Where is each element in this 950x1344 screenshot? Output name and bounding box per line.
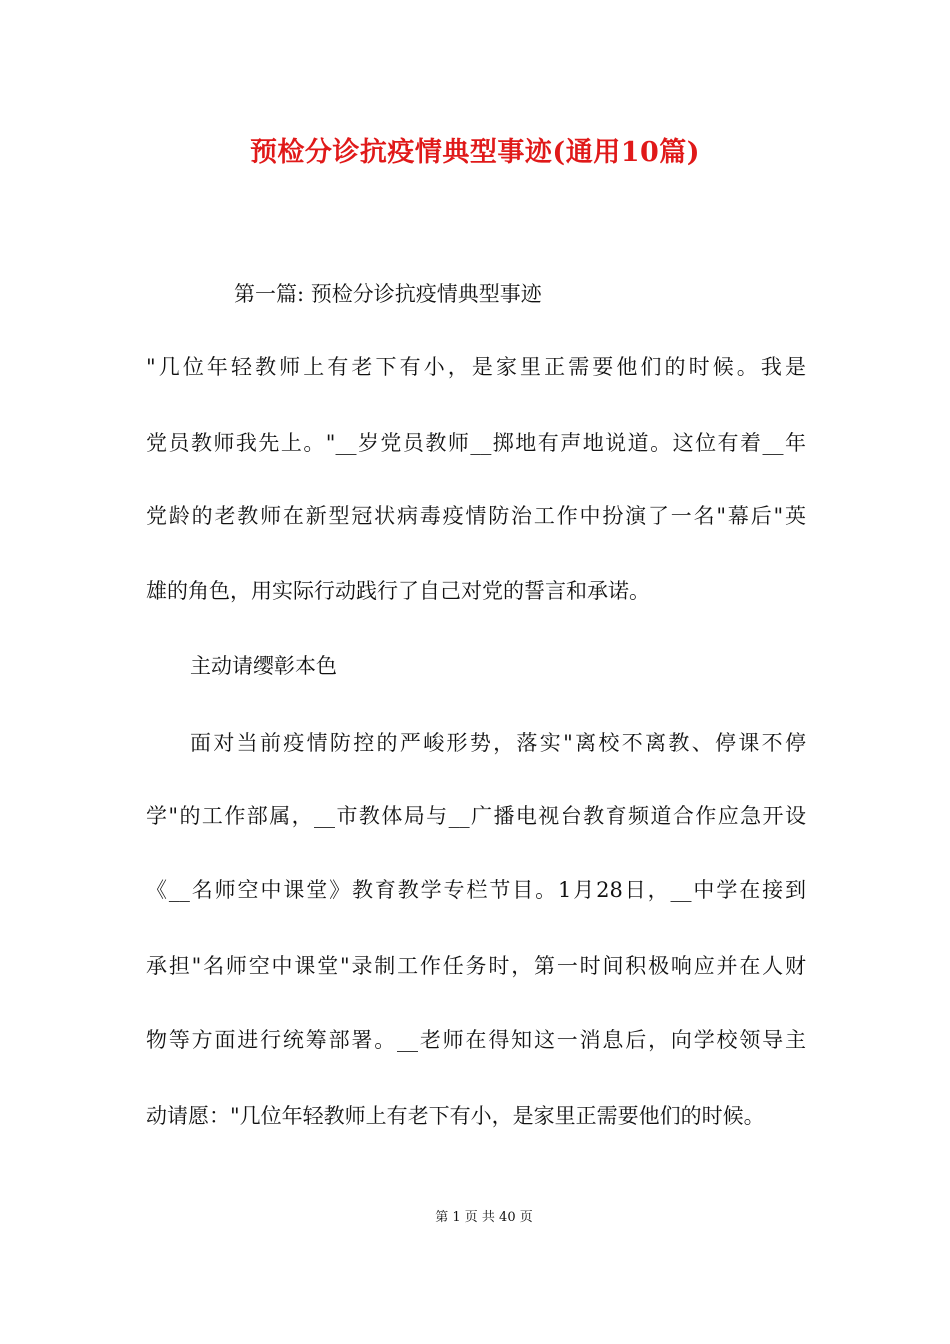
- paragraph-line: 承担"名师空中课堂"录制工作任务时，第一时间积极响应并在人财: [146, 954, 806, 978]
- paragraph-line: 党员教师我先上。"__岁党员教师__掷地有声地说道。这位有着__年: [146, 431, 806, 455]
- paragraph-line: 党龄的老教师在新型冠状病毒疫情防治工作中扮演了一名"幕后"英: [146, 504, 806, 528]
- document-title: 预检分诊抗疫情典型事迹(通用10篇): [249, 137, 701, 168]
- paragraph-line: 物等方面进行统筹部署。__老师在得知这一消息后，向学校领导主: [146, 1028, 806, 1052]
- paragraph-line: 动请愿："几位年轻教师上有老下有小，是家里正需要他们的时候。: [146, 1104, 765, 1128]
- paragraph-line: 面对当前疫情防控的严峻形势，落实"离校不离教、停课不停: [190, 731, 806, 755]
- section-title: 第一篇: 预检分诊抗疫情典型事迹: [234, 282, 542, 306]
- subheading: 主动请缨彰本色: [190, 654, 337, 678]
- paragraph-line: 学"的工作部属，__市教体局与__广播电视台教育频道合作应急开设: [146, 804, 806, 828]
- paragraph-line: "几位年轻教师上有老下有小，是家里正需要他们的时候。我是: [146, 355, 806, 379]
- paragraph-line: 《__名师空中课堂》教育教学专栏节目。1月28日，__中学在接到: [146, 878, 806, 902]
- paragraph-line: 雄的角色，用实际行动践行了自己对党的誓言和承诺。: [146, 579, 650, 603]
- page-number: 第 1 页 共 40 页: [435, 1210, 533, 1225]
